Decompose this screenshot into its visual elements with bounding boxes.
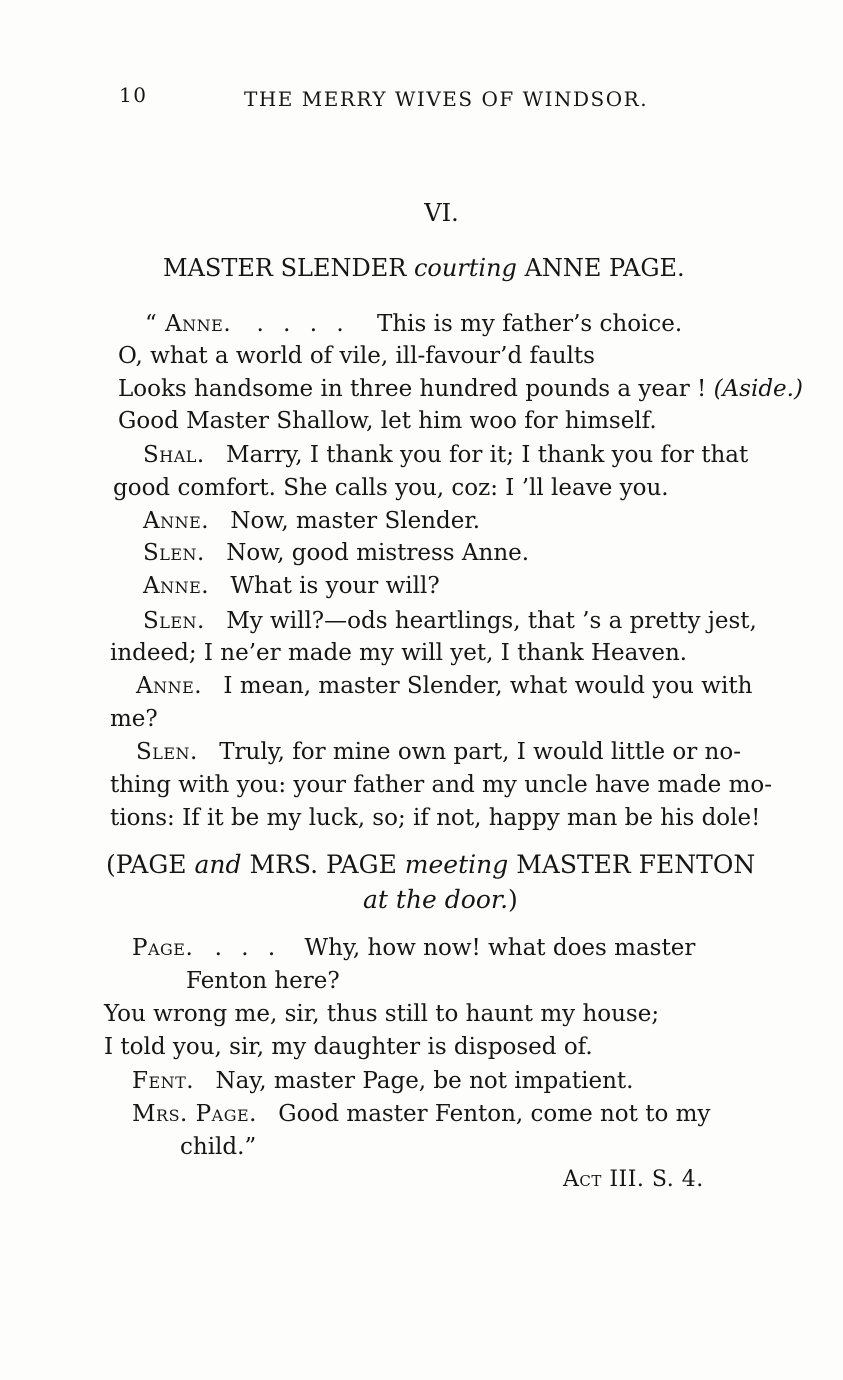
dialogue-line: You wrong me, sir, thus still to haunt my house; <box>104 1001 660 1027</box>
speaker-name: Slen. <box>143 540 205 566</box>
stage-direction <box>106 850 755 880</box>
speech-text: Truly, for mine own part, I would little or no- <box>219 739 741 765</box>
stage-direction-part: MASTER FENTON <box>516 850 756 879</box>
speech-text: Nay, master Page, be not impatient. <box>215 1068 634 1094</box>
speaker-name: Slen. <box>143 608 205 634</box>
speaker-name: Page. <box>132 935 194 961</box>
dialogue-line: Fenton here? <box>186 968 340 994</box>
stage-direction-part: MRS. PAGE <box>249 850 397 879</box>
section-number: VI. <box>424 199 459 227</box>
ellipsis-dots: . . . . <box>256 311 350 337</box>
speech-text: Looks handsome in three hundred pounds a year ! <box>118 376 707 402</box>
stage-direction-part: ) <box>508 885 518 914</box>
running-title: THE MERRY WIVES OF WINDSOR. <box>244 87 649 111</box>
dialogue-line: I told you, sir, my daughter is disposed of. <box>104 1034 593 1060</box>
speech-text: Marry, I thank you for it; I thank you for that <box>226 442 749 468</box>
speaker-name: Fent. <box>132 1068 195 1094</box>
speech-text: Now, good mistress Anne. <box>226 540 530 566</box>
ellipsis-dots: . . . <box>214 935 282 961</box>
dialogue-line: thing with you: your father and my uncle have made mo- <box>110 772 773 798</box>
dialogue-line <box>143 606 757 636</box>
section-title <box>163 253 685 283</box>
section-title-italic: courting <box>413 254 517 282</box>
dialogue-line: me? <box>110 706 158 732</box>
speaker-name: “ Anne. <box>145 311 232 337</box>
speaker-name: Shal. <box>143 442 205 468</box>
section-title-part: ANNE PAGE. <box>524 254 685 282</box>
stage-aside: (Aside.) <box>713 376 803 402</box>
dialogue-line: Good Master Shallow, let him woo for himself. <box>118 408 657 434</box>
stage-direction-part: (PAGE <box>106 850 187 879</box>
speech-text: I mean, master Slender, what would you with <box>223 673 753 699</box>
speech-text: What is your will? <box>230 573 440 599</box>
speech-text: Good master Fenton, come not to my <box>278 1101 711 1127</box>
stage-direction-italic: and <box>194 850 242 879</box>
speaker-name: Mrs. Page. <box>132 1101 257 1127</box>
speaker-name: Anne. <box>143 508 210 534</box>
stage-direction <box>363 885 518 915</box>
dialogue-line: tions: If it be my luck, so; if not, happy man be his dole! <box>110 805 761 831</box>
speech-text: This is my father’s choice. <box>376 311 683 337</box>
dialogue-line: child.” <box>180 1134 257 1160</box>
dialogue-line <box>143 506 480 536</box>
dialogue-line <box>143 440 748 470</box>
speaker-name: Anne. <box>143 573 210 599</box>
dialogue-line <box>132 1066 633 1096</box>
dialogue-line <box>143 571 440 601</box>
stage-direction-italic: meeting <box>404 850 509 879</box>
dialogue-line <box>143 538 529 568</box>
dialogue-line <box>136 671 752 701</box>
dialogue-line <box>118 374 803 404</box>
dialogue-line <box>136 737 741 767</box>
section-title-part: MASTER SLENDER <box>163 254 407 282</box>
stage-direction-italic: at the door. <box>363 885 509 914</box>
speech-text: Why, how now! what does master <box>304 935 696 961</box>
speech-text: My will?—ods heartlings, that ’s a pretty jest, <box>226 608 757 634</box>
speaker-name: Anne. <box>136 673 203 699</box>
dialogue-line <box>132 1099 710 1129</box>
dialogue-line <box>132 933 695 963</box>
speech-text: Now, master Slender. <box>230 508 481 534</box>
dialogue-line: O, what a world of vile, ill-favour’d faults <box>118 343 595 369</box>
page-number: 10 <box>119 83 148 107</box>
act-scene-citation: Act III. S. 4. <box>563 1167 704 1192</box>
dialogue-line: good comfort. She calls you, coz: I ’ll leave you. <box>113 475 669 501</box>
speaker-name: Slen. <box>136 739 198 765</box>
dialogue-line <box>145 309 682 339</box>
dialogue-line: indeed; I ne’er made my will yet, I thank Heaven. <box>110 640 688 666</box>
